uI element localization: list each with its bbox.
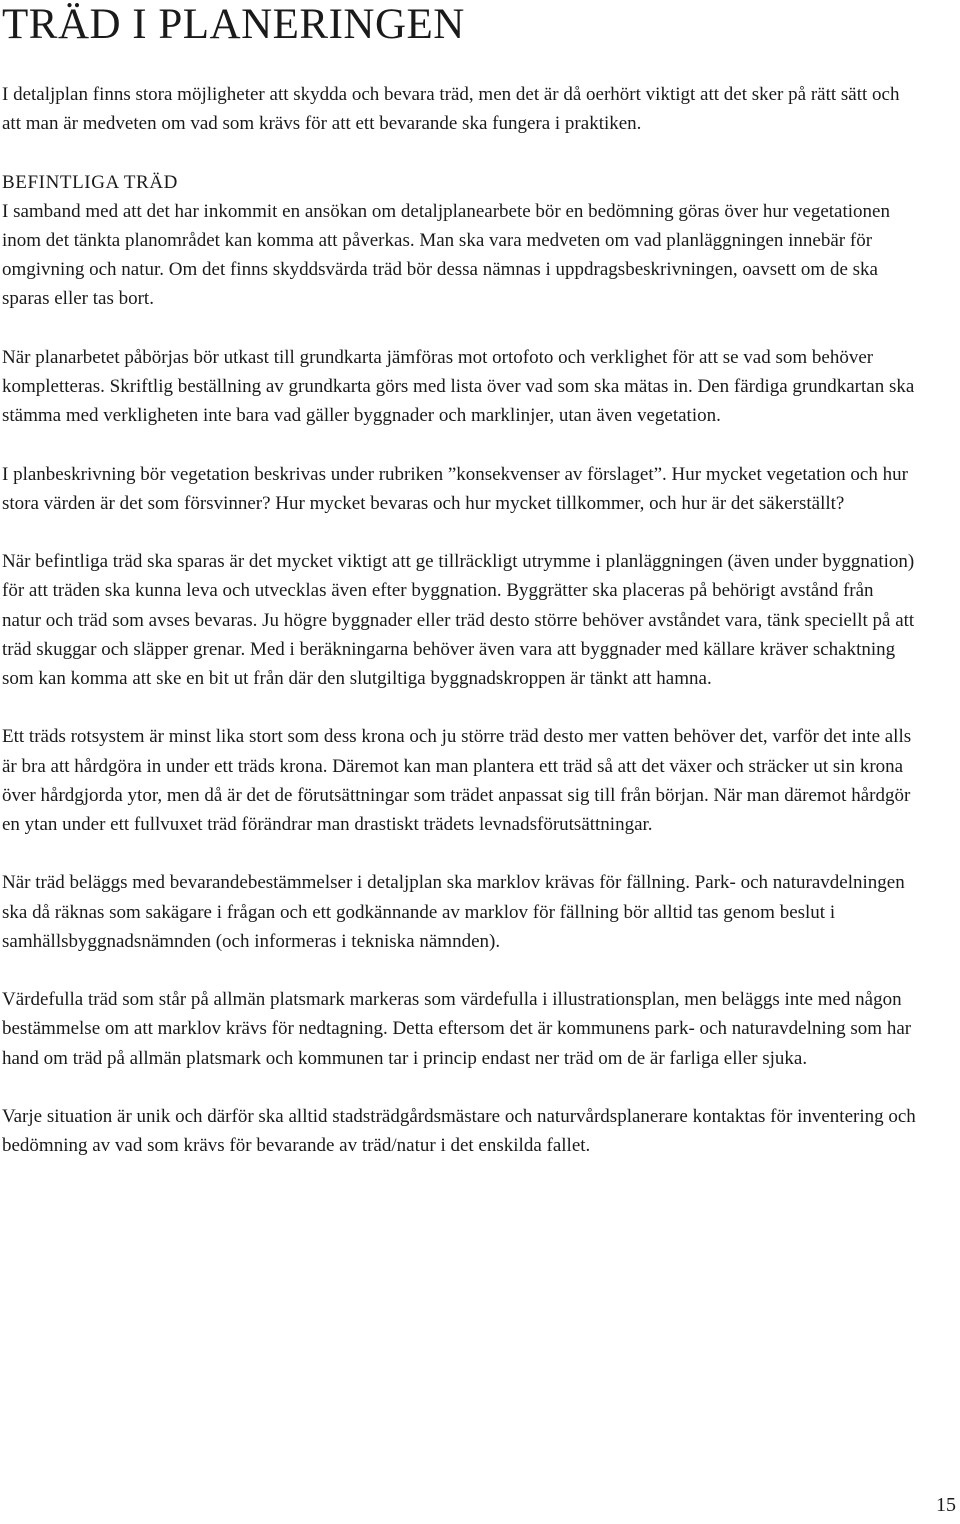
paragraph-2: När planarbetet påbörjas bör utkast till grundkarta jämföras mot ortofoto och verklighet för att se vad som behöver kompletteras. Skriftlig beställning av grundkarta görs med lista över vad som ska mätas in. Den färdiga grundkartan ska stämma med verkligheten inte bara vad gäller byggnader och marklinjer, utan även vegetation. [2, 346, 915, 427]
intro-paragraph: I detaljplan finns stora möjligheter att skydda och bevara träd, men det är då oerhört viktigt att det sker på rätt sätt och att man är medveten om vad som krävs för att ett bevarande ska fungera i praktiken. [2, 84, 900, 135]
paragraph-6: När träd beläggs med bevarandebestämmelser i detaljplan ska marklov krävas för fällning. Park- och naturavdelningen ska då räknas som sakägare i frågan och ett godkännande av marklov för fällning bör alltid tas genom beslut i samhällsbyggnadsnämnden (och informeras i tekniska nämnden). [2, 872, 905, 952]
paragraph-5: Ett träds rotsystem är minst lika stort som dess krona och ju större träd desto mer vatten behöver det, varför det inte alls är bra att hårdgöra in under ett träds krona. Däremot kan man plantera ett träd så att det växer och sträcker ut sin krona över hårdgjorda ytor, men då är det de förutsättningar som trädet anpassat sig till från början. När man däremot hårdgör en ytan under ett fullvuxet träd förändrar man drastiskt trädets levnadsförutsättningar. [2, 726, 912, 835]
section-heading: BEFINTLIGA TRÄD [2, 171, 178, 193]
paragraph-7: Värdefulla träd som står på allmän platsmark markeras som värdefulla i illustrationsplan, men beläggs inte med någon bestämmelse om att marklov krävs för nedtagning. Detta eftersom det är kommunens park- och naturavdelning som har hand om träd på allmän platsmark och kommunen tar i princip endast ner träd om de är farliga eller sjuka. [2, 989, 912, 1069]
paragraph-1: I samband med att det har inkommit en ansökan om detaljplanearbete bör en bedömning göras över hur vegetationen inom det tänkta planområdet kan komma att påverkas. Man ska vara medveten om vad planläggningen innebär för omgivning och natur. Om det finns skyddsvärda träd bör dessa nämnas i uppdragsbeskrivningen, oavsett om de ska sparas eller tas bort. [2, 200, 890, 310]
body-text [2, 80, 917, 1190]
page-number: 15 [936, 1494, 956, 1516]
paragraph-8: Varje situation är unik och därför ska alltid stadsträdgårdsmästare och naturvårdsplanerare kontaktas för inventering och bedömning av vad som krävs för bevarande av träd/natur i det enskilda fallet. [2, 1105, 916, 1157]
paragraph-3: I planbeskrivning bör vegetation beskrivas under rubriken ”konsekvenser av förslaget”. Hur mycket vegetation och hur stora värden är det som försvinner? Hur mycket bevaras och hur mycket tillkommer, och hur är det säkerställt? [2, 463, 908, 514]
page-title: TRÄD I PLANERINGEN [2, 1, 465, 48]
section-befintliga-trad [2, 168, 917, 314]
paragraph-4: När befintliga träd ska sparas är det mycket viktigt att ge tillräckligt utrymme i planläggningen (även under byggnation) för att träden ska kunna leva och utvecklas även efter byggnation. Byggrätter ska placeras på behörigt avstånd från natur och träd som avses bevaras. Ju högre byggnader eller träd desto större behöver avståndet vara, tänk speciellt på att träd skuggar och släpper grenar. Med i beräkningarna behöver även vara att byggnader med källare kräver schaktning som kan komma att ske en bit ut från där den slutgiltiga byggnadskroppen är tänkt att hamna. [2, 551, 915, 689]
